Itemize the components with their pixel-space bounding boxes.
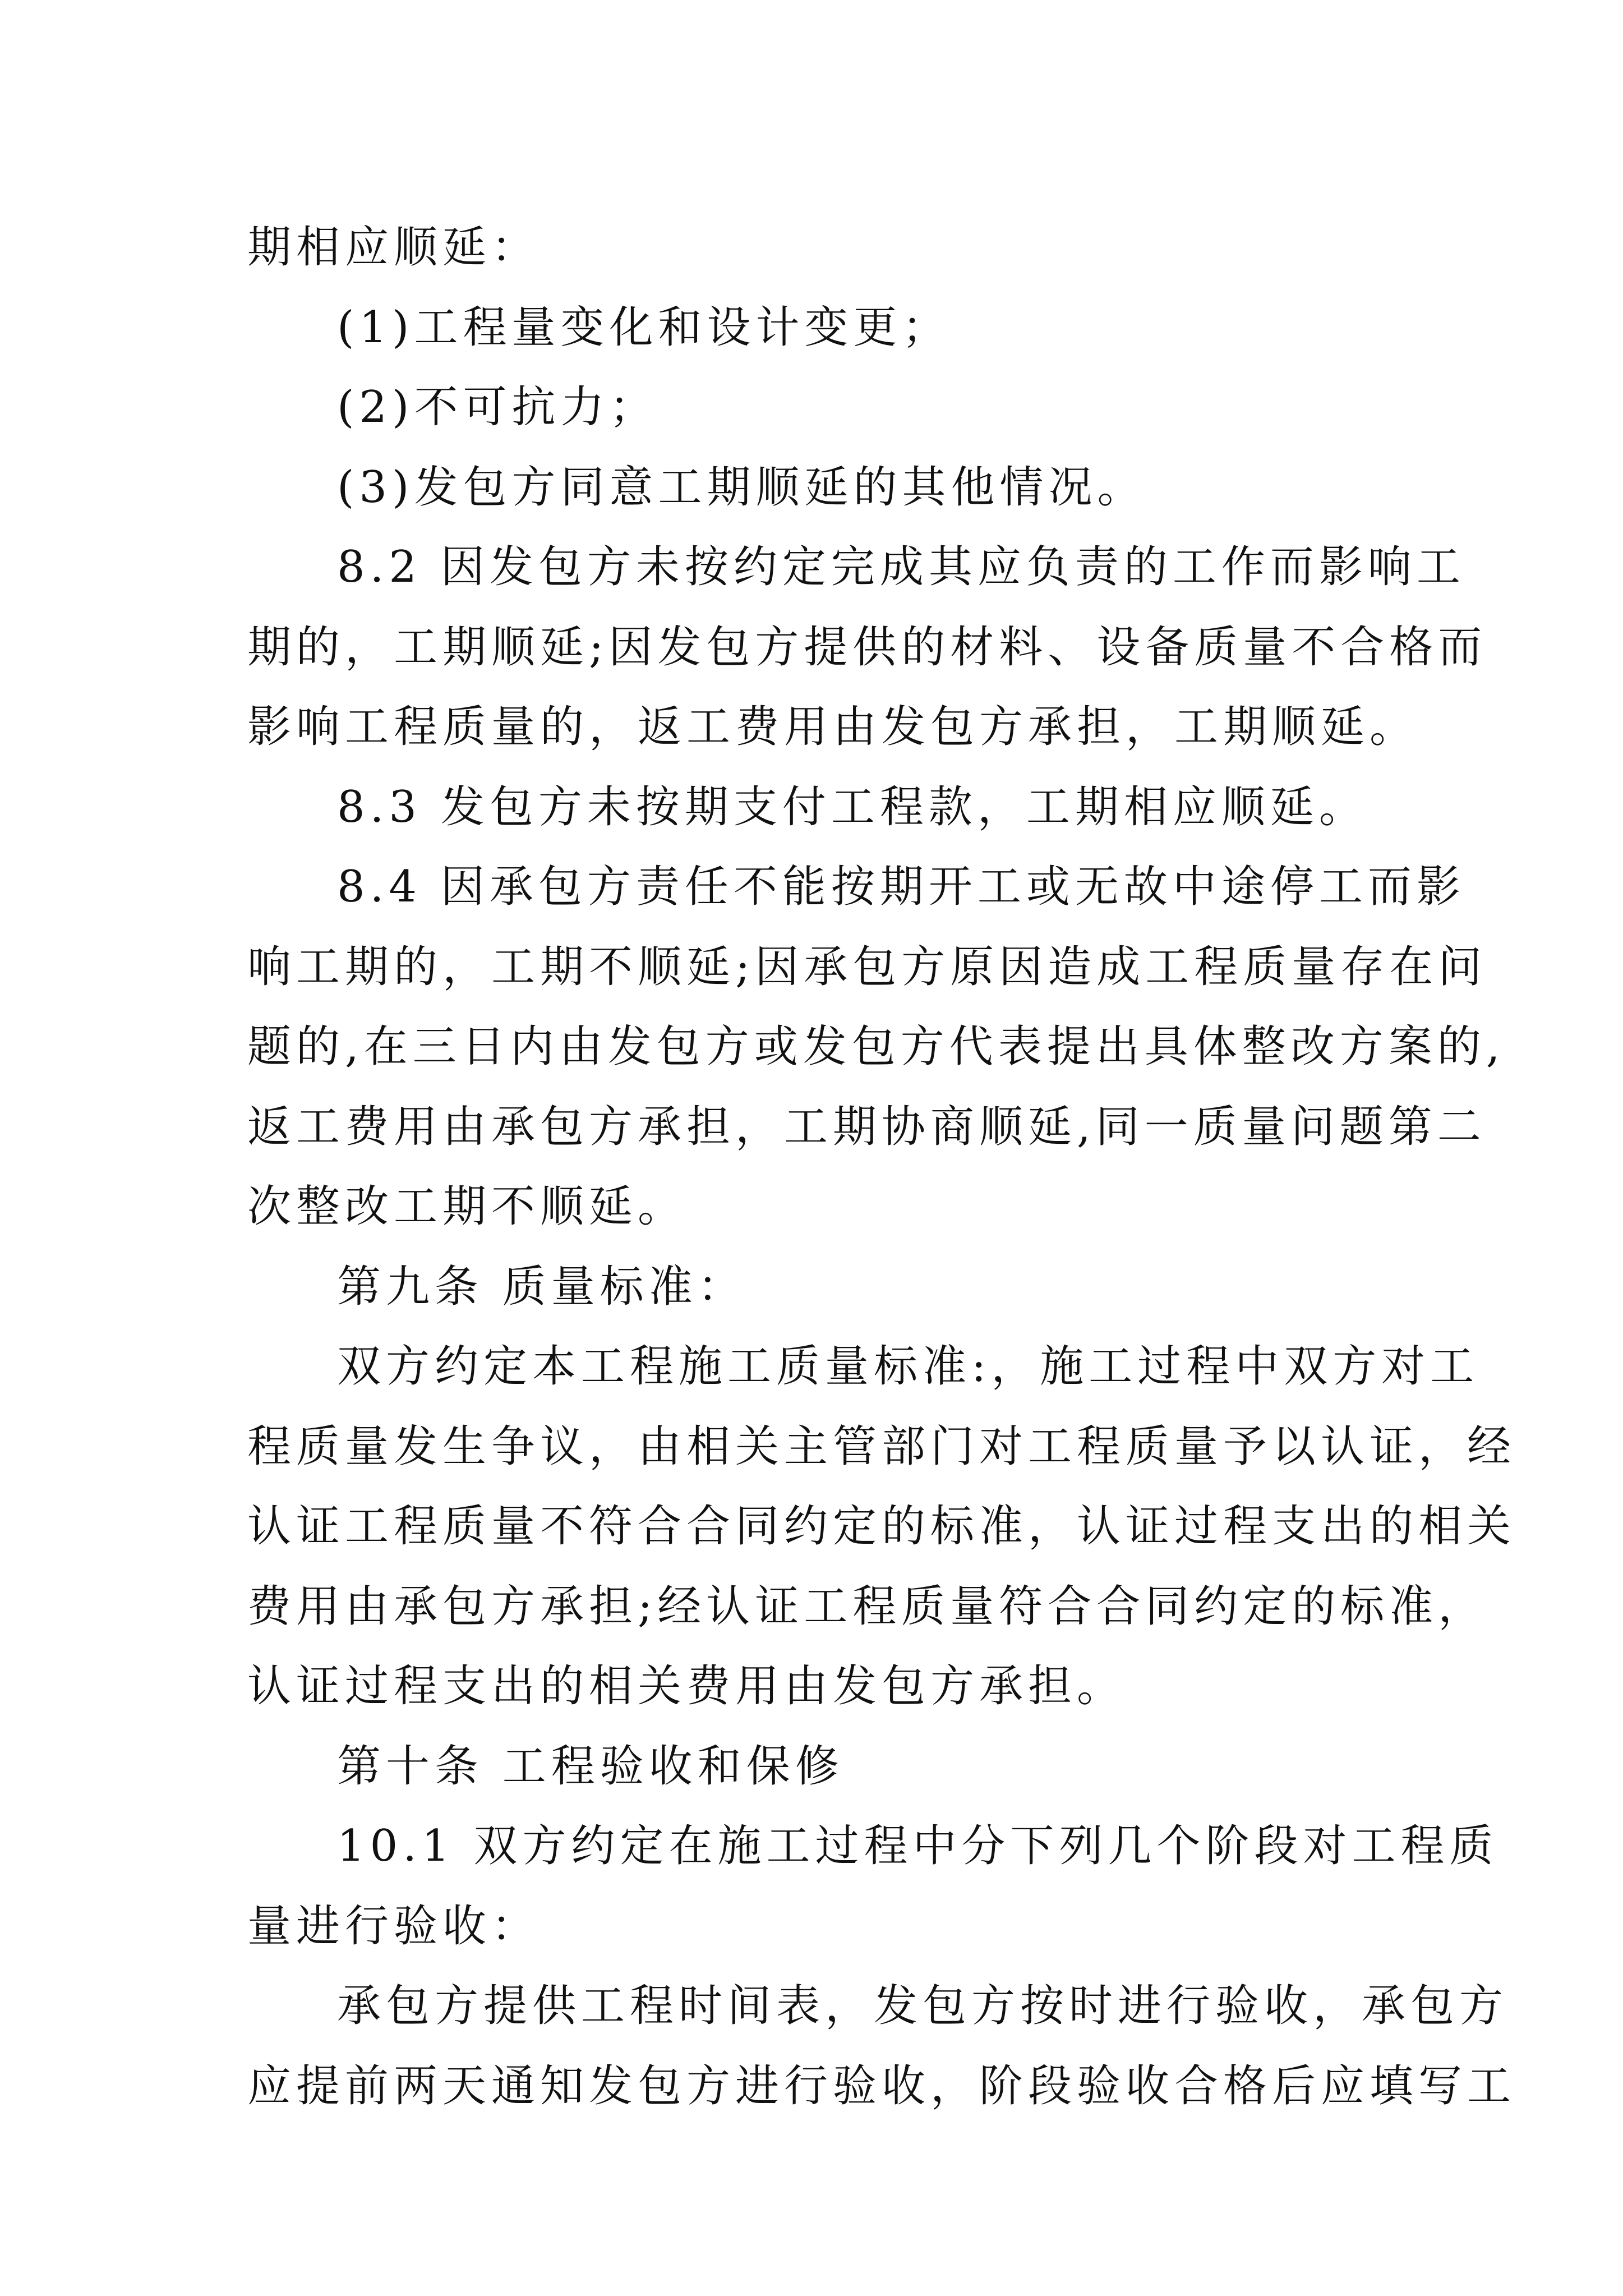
text-line: 8.4 因承包方责任不能按期开工或无故中途停工而影 [337,862,1465,912]
text-line: 返工费用由承包方承担，工期协商顺延,同一质量问题第二 [247,1101,1486,1152]
text-line: 8.2 因发包方未按约定完成其应负责的工作而影响工 [337,542,1465,592]
text-line: 承包方提供工程时间表，发包方按时进行验收，承包方 [337,1981,1509,2031]
text-line: 费用由承包方承担;经认证工程质量符合合同约定的标准， [247,1581,1487,1632]
text-line: 影响工程质量的，返工费用由发包方承担，工期顺延。 [247,702,1419,752]
text-line: 量进行验收： [247,1901,541,1952]
text-line: 题的,在三日内由发包方或发包方代表提出具体整改方案的, [247,1022,1505,1072]
text-line: 认证工程质量不符合合同约定的标准，认证过程支出的相关 [247,1501,1516,1552]
section-heading: 第十条 工程验收和保修 [337,1741,844,1792]
text-line: 8.3 发包方未按期支付工程款，工期相应顺延。 [337,781,1368,832]
text-line: (2)不可抗力； [337,382,658,432]
text-line: (1)工程量变化和设计变更； [337,302,951,353]
text-line: (3)发包方同意工期顺延的其他情况。 [337,462,1146,513]
text-line: 期相应顺延： [247,222,541,273]
text-line: 程质量发生争议，由相关主管部门对工程质量予以认证，经 [247,1421,1516,1472]
text-line: 认证过程支出的相关费用由发包方承担。 [247,1661,1126,1711]
document-body [247,208,1516,2126]
text-line: 双方约定本工程施工质量标准:，施工过程中双方对工 [337,1341,1479,1392]
text-line: 次整改工期不顺延。 [247,1181,687,1232]
text-line: 响工期的，工期不顺延;因承包方原因造成工程质量存在问 [247,941,1487,992]
text-line: 期的，工期顺延;因发包方提供的材料、设备质量不合格而 [247,622,1487,673]
text-line: 应提前两天通知发包方进行验收，阶段验收合格后应填写工 [247,2060,1516,2111]
text-line: 10.1 双方约定在施工过程中分下列几个阶段对工程质 [337,1821,1498,1871]
section-heading: 第九条 质量标准： [337,1261,746,1312]
